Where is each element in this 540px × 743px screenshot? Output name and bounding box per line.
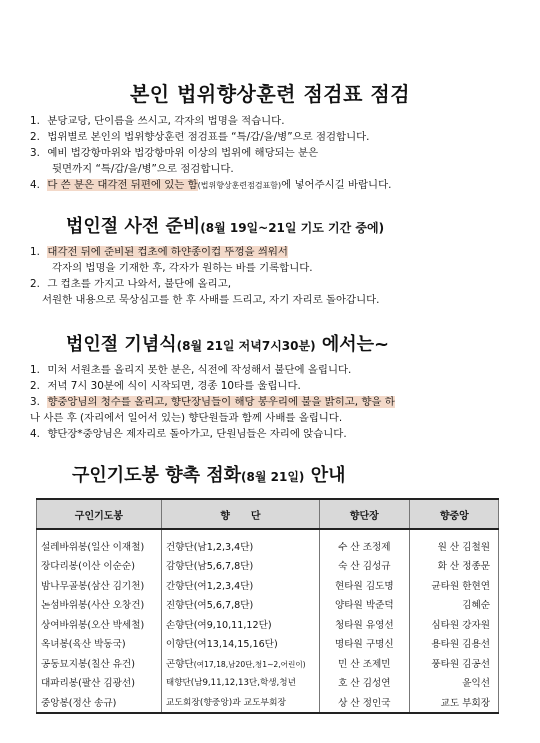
bong-cell: 장다리봉(이산 이순순) <box>37 556 162 576</box>
leader-cell: 민 산 조제민 <box>319 653 409 673</box>
table-row <box>37 692 499 713</box>
list-item: 2. 저녁 7시 30분에 식이 시작되면, 경종 10타를 울립니다. <box>30 380 301 392</box>
incense-cell: 윤익선 <box>409 673 498 693</box>
bong-cell: 대파리봉(팔산 김광선) <box>37 673 162 693</box>
bong-cell: 공동묘지봉(칠산 유건) <box>37 653 162 673</box>
incense-cell: 화 산 정종문 <box>409 556 498 576</box>
prep-section-title: 법인절 사전 준비(8월 19일~21일 기도 기간 중에) <box>66 216 385 237</box>
list-item: 2. 법위별로 본인의 법위향상훈련 점검표를 “특/갑/을/병”으로 점검합니다. <box>30 131 370 143</box>
table-row <box>37 556 499 576</box>
table-row <box>37 634 499 654</box>
bong-cell: 논섬바위봉(사산 오창건) <box>37 595 162 615</box>
incense-guide-table <box>36 498 499 714</box>
team-cell: 진향단(여5,6,7,8단) <box>161 595 319 615</box>
incense-cell: 균타원 한현연 <box>409 575 498 595</box>
list-item-continuation: 뒷면까지 “특/갑/을/병”으로 점검합니다. <box>52 163 234 175</box>
incense-cell: 김혜순 <box>409 595 498 615</box>
leader-cell: 명타원 구명신 <box>319 634 409 654</box>
bong-cell: 상여바위봉(오산 박세철) <box>37 614 162 634</box>
column-header-incense: 향중앙 <box>409 499 498 529</box>
list-item-continuation: 서원한 내용으로 묵상심고를 한 후 사배를 드리고, 자기 자리로 돌아갑니다. <box>42 294 380 306</box>
incense-cell: 심타원 강자원 <box>409 614 498 634</box>
table-header-row <box>37 499 499 529</box>
bong-cell: 밤나무골봉(삼산 김기천) <box>37 575 162 595</box>
team-cell: 간향단(여1,2,3,4단) <box>161 575 319 595</box>
table-row <box>37 595 499 615</box>
leader-cell: 호 산 김성연 <box>319 673 409 693</box>
table-row <box>37 614 499 634</box>
team-cell: 태향단(남9,11,12,13단,학생,청년 <box>161 673 319 693</box>
table-row <box>37 529 499 556</box>
list-item: 4. 다 쓴 분은 대각전 뒤편에 있는 함(법위향상훈련점검표함)에 넣어주시길 바랍니다. <box>30 179 392 191</box>
column-header-bong: 구인기도봉 <box>37 499 162 529</box>
table-row <box>37 653 499 673</box>
column-header-leader: 향단장 <box>319 499 409 529</box>
incense-cell: 원 산 김철원 <box>409 529 498 556</box>
leader-cell: 수 산 조정제 <box>319 529 409 556</box>
team-cell: 손향단(여9,10,11,12단) <box>161 614 319 634</box>
team-cell: 교도회장(향중앙)과 교도부회장 <box>161 692 319 713</box>
incense-cell: 풍타원 김공선 <box>409 653 498 673</box>
list-item-continuation: 나 사른 후 (자리에서 일어서 있는) 향단원들과 함께 사배를 올립니다. <box>30 412 343 424</box>
leader-cell: 숙 산 김성규 <box>319 556 409 576</box>
team-cell: 이향단(여13,14,15,16단) <box>161 634 319 654</box>
list-item: 1. 대각전 뒤에 준비된 컵초에 하얀종이컵 뚜껑을 씌워서 <box>30 246 288 258</box>
table-row <box>37 575 499 595</box>
ceremony-section-list <box>30 362 535 442</box>
column-header-team: 향 단 <box>161 499 319 529</box>
list-item: 1. 분당교당, 단이름을 쓰시고, 각자의 법명을 적습니다. <box>30 115 285 127</box>
incense-cell: 교도 부회장 <box>409 692 498 713</box>
leader-cell: 청타원 유영선 <box>319 614 409 634</box>
incense-cell: 용타원 김용선 <box>409 634 498 654</box>
leader-cell: 양타원 박준덕 <box>319 595 409 615</box>
list-item: 3. 예비 법강항마위와 법강항마위 이상의 법위에 해당되는 분은 <box>30 147 319 159</box>
prep-section-list <box>30 244 535 308</box>
check-section-list <box>30 113 535 194</box>
list-item: 1. 미처 서원초를 올리지 못한 분은, 식전에 작성해서 불단에 올립니다. <box>30 364 352 376</box>
guide-section-title: 구인기도봉 향촉 점화(8월 21일) 안내 <box>72 465 346 486</box>
leader-cell: 상 산 정인국 <box>319 692 409 713</box>
list-item: 3. 향중앙님의 청수를 올리고, 향단장님들이 해당 봉우리에 불을 밝히고, 향을 하 <box>30 396 395 408</box>
table-row <box>37 673 499 693</box>
team-cell: 감향단(남5,6,7,8단) <box>161 556 319 576</box>
team-cell: 건향단(남1,2,3,4단) <box>161 529 319 556</box>
leader-cell: 현타원 김도명 <box>319 575 409 595</box>
bong-cell: 설레바위봉(일산 이재철) <box>37 529 162 556</box>
bong-cell: 옥녀봉(육산 박동국) <box>37 634 162 654</box>
check-section-title: 본인 법위향상훈련 점검표 점검 <box>129 82 411 106</box>
bong-cell: 중앙봉(정산 송규) <box>37 692 162 713</box>
team-cell: 곤향단(여17,18,남20단,청1~2,어린이) <box>161 653 319 673</box>
list-item: 4. 향단장*중앙님은 제자리로 돌아가고, 단원님들은 자리에 앉습니다. <box>30 428 347 440</box>
list-item-continuation: 각자의 법명을 기재한 후, 각자가 원하는 바를 기록합니다. <box>52 262 313 274</box>
list-item: 2. 그 컵초를 가지고 나와서, 불단에 올리고, <box>30 278 232 290</box>
ceremony-section-title: 법인절 기념식(8월 21일 저녁7시30분) 에서는~ <box>66 334 390 355</box>
